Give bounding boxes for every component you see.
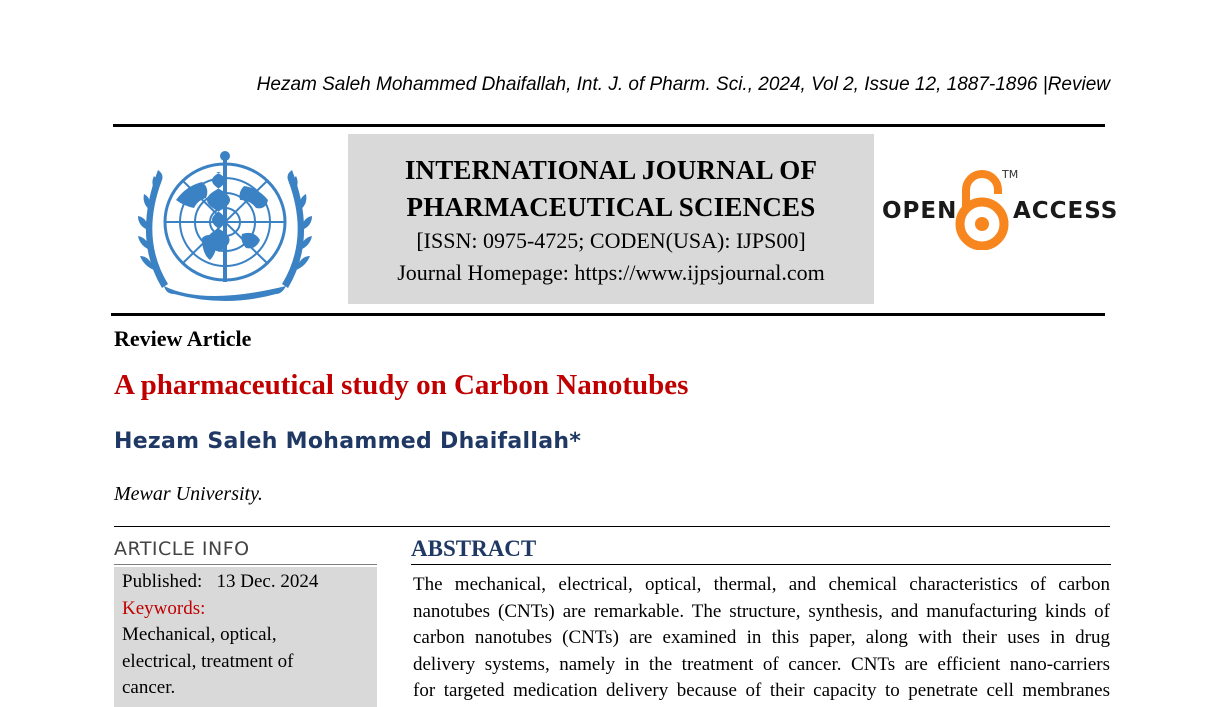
abstract-line: The mechanical, electrical, optical, thermal, and chemical characteristics of carbon — [413, 574, 1110, 595]
abstract-line: carbon nanotubes (CNTs) are examined in this paper, along with their uses in drug — [413, 627, 1110, 648]
masthead-top-rule — [113, 124, 1105, 127]
journal-homepage: Journal Homepage: https://www.ijpsjournal.com — [397, 260, 825, 285]
published-date: Published: 13 Dec. 2024 — [122, 571, 319, 592]
abstract-line: for targeted medication delivery because of their capacity to penetrate cell membranes — [413, 680, 1110, 701]
abstract-body — [413, 572, 1110, 705]
abstract-line: nanotubes (CNTs) are remarkable. The structure, synthesis, and manufacturing kinds of — [413, 600, 1110, 622]
open-access-open-text: OPEN — [882, 198, 958, 224]
running-head: Hezam Saleh Mohammed Dhaifallah, Int. J. of Pharm. Sci., 2024, Vol 2, Issue 12, 1887-1896 |Review — [256, 74, 1110, 95]
journal-name-line2: PHARMACEUTICAL SCIENCES — [406, 192, 816, 222]
author-name[interactable]: Hezam Saleh Mohammed Dhaifallah* — [114, 429, 582, 454]
trademark-symbol: TM — [1002, 168, 1019, 181]
masthead-bottom-rule — [111, 313, 1105, 316]
article-type: Review Article — [114, 326, 252, 351]
paper-title: A pharmaceutical study on Carbon Nanotubes — [114, 369, 689, 401]
article-info-panel — [114, 567, 377, 707]
article-info-heading: ARTICLE INFO — [114, 538, 250, 560]
journal-name-line1: INTERNATIONAL JOURNAL OF — [404, 155, 818, 185]
keywords-label: Keywords: — [122, 597, 206, 619]
abstract-rule — [411, 564, 1111, 565]
journal-masthead — [348, 134, 874, 304]
abstract-heading: ABSTRACT — [411, 536, 537, 561]
abstract-line: delivery systems, namely in the treatment of cancer. CNTs are efficient nano-carriers — [413, 653, 1110, 675]
keywords-text: Mechanical, optical, electrical, treatment of cancer. — [122, 624, 294, 698]
journal-emblem-logo — [124, 138, 326, 308]
journal-issn: [ISSN: 0975-4725; CODEN(USA): IJPS00] — [416, 228, 806, 253]
open-access-access-text: ACCESS — [1013, 198, 1119, 224]
author-affiliation: Mewar University. — [114, 483, 263, 505]
section-divider — [114, 526, 1110, 527]
open-access-badge — [880, 168, 1119, 252]
article-info-rule — [114, 564, 377, 565]
